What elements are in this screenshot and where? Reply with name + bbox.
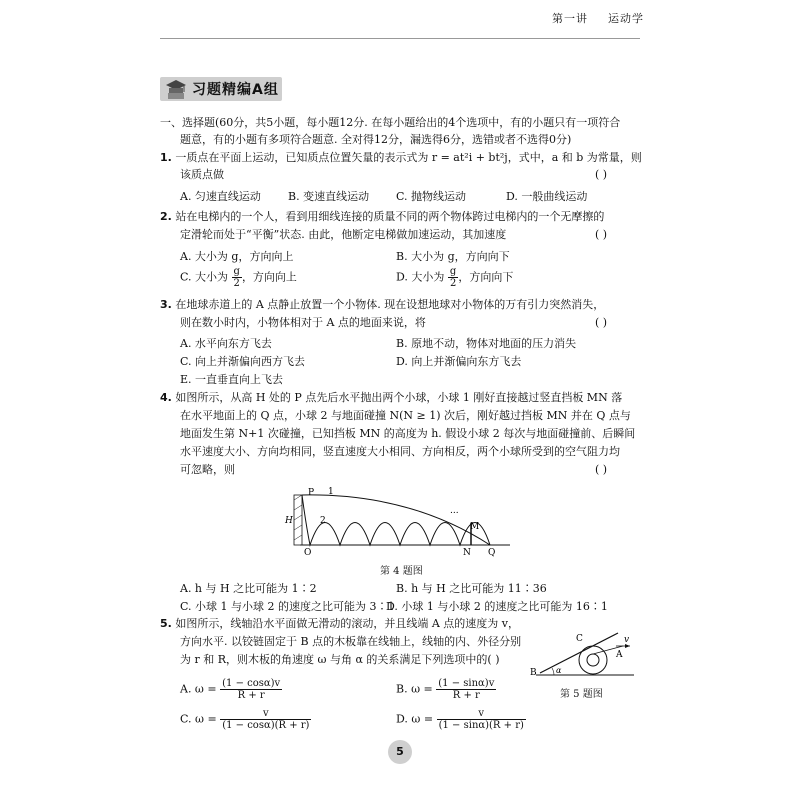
option-d <box>396 708 526 731</box>
trajectory-ball-2 <box>302 495 490 545</box>
option-d-prefix: D. ω = <box>396 712 434 726</box>
fraction-g-over-2 <box>448 266 458 289</box>
question-text: 一质点在平面上运动，已知质点位置矢量的表示式为 r = at²i + bt²j，式中，a 和 b 为常量，则 <box>175 151 642 164</box>
page-number: 5 <box>388 740 412 764</box>
option-d: D. 一般曲线运动 <box>506 190 588 203</box>
spool-inner <box>587 654 599 666</box>
figure-4-caption: 第 4 题图 <box>380 566 423 577</box>
figure-5-caption: 第 5 题图 <box>560 689 603 700</box>
answer-parentheses: ( ) <box>595 316 608 329</box>
label-a: A <box>616 650 623 660</box>
question-4-line-2: 在水平地面上的 Q 点，小球 2 与地面碰撞 N(N ≥ 1) 次后，刚好越过挡板 MN 并在 Q 点与 <box>180 409 631 422</box>
fraction-denominator: 2 <box>233 278 240 289</box>
option-a <box>180 678 282 701</box>
option-d-prefix: D. 大小为 <box>396 270 445 284</box>
question-4-line-3: 地面发生第 N+1 次碰撞，已知挡板 MN 的高度为 h. 假设小球 2 每次与地面碰撞前、后瞬间 <box>180 427 636 440</box>
fraction-numerator: v <box>220 708 311 720</box>
option-a-prefix: A. ω = <box>180 682 217 696</box>
option-b-prefix: B. ω = <box>396 682 433 696</box>
fraction-denominator: R + r <box>237 690 265 701</box>
chapter-label: 第一讲 <box>552 12 588 25</box>
fraction-numerator: g <box>233 266 240 277</box>
option-d: D. 向上并渐偏向东方飞去 <box>396 355 522 368</box>
option-c-prefix: C. ω = <box>180 712 217 726</box>
option-a-fraction <box>220 678 282 701</box>
question-number: 1. <box>160 151 172 164</box>
label-2: 2 <box>320 516 326 526</box>
answer-parentheses: ( ) <box>595 228 608 241</box>
option-b: B. 大小为 g，方向向下 <box>396 250 510 263</box>
option-a: A. h 与 H 之比可能为 1∶2 <box>180 582 317 595</box>
option-c: C. 小球 1 与小球 2 的速度之比可能为 3∶1 <box>180 600 395 613</box>
option-e: E. 一直垂直向上飞去 <box>180 373 284 386</box>
label-alpha: α <box>556 666 562 675</box>
graduation-cap-icon <box>164 75 188 101</box>
section-intro-line-2: 题意，有的小题有多项符合题意. 全对得12分，漏选得6分，选错或者不选得0分) <box>180 133 572 146</box>
label-q: Q <box>488 548 496 558</box>
question-5-line-2: 方向水平. 以铰链固定于 B 点的木板靠在线轴上，线轴的内、外径分别 <box>180 635 522 648</box>
section-intro-line-1: 一、选择题(60分，共5小题，每小题12分. 在每小题给出的4个选项中，有的小题只有一项符合 <box>160 116 621 129</box>
question-4 <box>160 391 640 405</box>
option-b: B. 变速直线运动 <box>288 190 370 203</box>
question-text: 如图所示，从高 H 处的 P 点先后水平抛出两个小球，小球 1 刚好直接越过竖直挡板 MN 落 <box>175 391 623 404</box>
answer-parentheses: ( ) <box>595 168 608 181</box>
option-d: D. 小球 1 与小球 2 的速度之比可能为 16∶1 <box>386 600 608 613</box>
section-banner <box>160 75 285 103</box>
option-c: C. 抛物线运动 <box>396 190 467 203</box>
option-c: C. 向上并渐偏向西方飞去 <box>180 355 306 368</box>
label-n: N <box>463 548 471 558</box>
label-v: v <box>624 635 630 645</box>
question-number: 2. <box>160 210 172 223</box>
label-o: O <box>304 548 312 558</box>
question-4-line-4: 水平速度大小、方向均相同，竖直速度大小相同、方向相反，两个小球所受到的空气阻力均 <box>180 445 620 458</box>
question-5-line-3: 为 r 和 R，则木板的角速度 ω 与角 α 的关系满足下列选项中的( ) <box>180 653 500 666</box>
option-b <box>396 678 496 701</box>
fraction-numerator: (1 − cosα)v <box>222 678 281 689</box>
question-4-line-5: 可忽略，则 <box>180 463 235 476</box>
question-number: 5. <box>160 617 172 630</box>
figure-5-diagram <box>528 625 638 685</box>
question-number: 4. <box>160 391 172 404</box>
option-c-suffix: ，方向向上 <box>241 270 297 284</box>
label-h-upper: H <box>285 516 293 526</box>
angle-arc <box>552 668 554 675</box>
header-rule <box>160 38 640 39</box>
option-c <box>180 266 297 289</box>
option-d <box>396 266 513 289</box>
label-c: C <box>576 634 583 644</box>
label-dots: ... <box>450 506 459 516</box>
label-p: P <box>308 488 315 498</box>
question-3 <box>160 298 640 312</box>
question-number: 3. <box>160 298 172 311</box>
option-b: B. 原地不动，物体对地面的压力消失 <box>396 337 577 350</box>
option-c-fraction <box>220 708 311 731</box>
question-text: 站在电梯内的一个人，看到用细线连接的质量不同的两个物体跨过电梯内的一个无摩擦的 <box>175 210 605 223</box>
section-title: 习题精编A组 <box>192 82 279 98</box>
option-a: A. 大小为 g，方向向上 <box>180 250 294 263</box>
option-b-fraction <box>436 678 496 701</box>
fraction-denominator: 2 <box>449 278 457 289</box>
question-3-line-2: 则在数小时内，小物体相对于 A 点的地面来说，将 <box>180 316 426 329</box>
question-2 <box>160 210 640 224</box>
option-d-suffix: ，方向向下 <box>458 270 514 284</box>
fraction-denominator: R + r <box>452 690 480 701</box>
trajectory-ball-1 <box>302 495 490 545</box>
fraction-g-over-2 <box>232 266 242 289</box>
question-2-line-2: 定滑轮而处于“平衡”状态. 由此，他断定电梯做加速运动，其加速度 <box>180 228 507 241</box>
fraction-numerator: (1 − sinα)v <box>438 678 495 689</box>
fraction-numerator: g <box>449 266 457 277</box>
spool-outer <box>579 646 607 674</box>
option-c <box>180 708 311 731</box>
page-header <box>0 0 800 40</box>
fraction-numerator: v <box>437 708 526 720</box>
question-text: 在地球赤道上的 A 点静止放置一个小物体. 现在设想地球对小物体的万有引力突然消失， <box>175 298 605 311</box>
question-1-line-2: 该质点做 <box>180 168 224 181</box>
label-1: 1 <box>328 487 334 497</box>
option-d-fraction <box>437 708 526 731</box>
label-b: B <box>530 668 537 678</box>
option-a: A. 水平向东方飞去 <box>180 337 272 350</box>
answer-parentheses: ( ) <box>595 463 608 476</box>
label-m: M <box>470 522 480 532</box>
question-1 <box>160 151 640 165</box>
question-text: 如图所示，线轴沿水平面做无滑动的滚动，并且线端 A 点的速度为 v， <box>175 617 519 630</box>
fraction-denominator: (1 − sinα)(R + r) <box>438 720 524 731</box>
option-a: A. 匀速直线运动 <box>180 190 261 203</box>
option-c-prefix: C. 大小为 <box>180 270 229 284</box>
topic-label: 运动学 <box>608 12 644 25</box>
option-b: B. h 与 H 之比可能为 11∶36 <box>396 582 547 595</box>
fraction-denominator: (1 − cosα)(R + r) <box>222 720 310 731</box>
figure-4-diagram <box>280 485 520 560</box>
